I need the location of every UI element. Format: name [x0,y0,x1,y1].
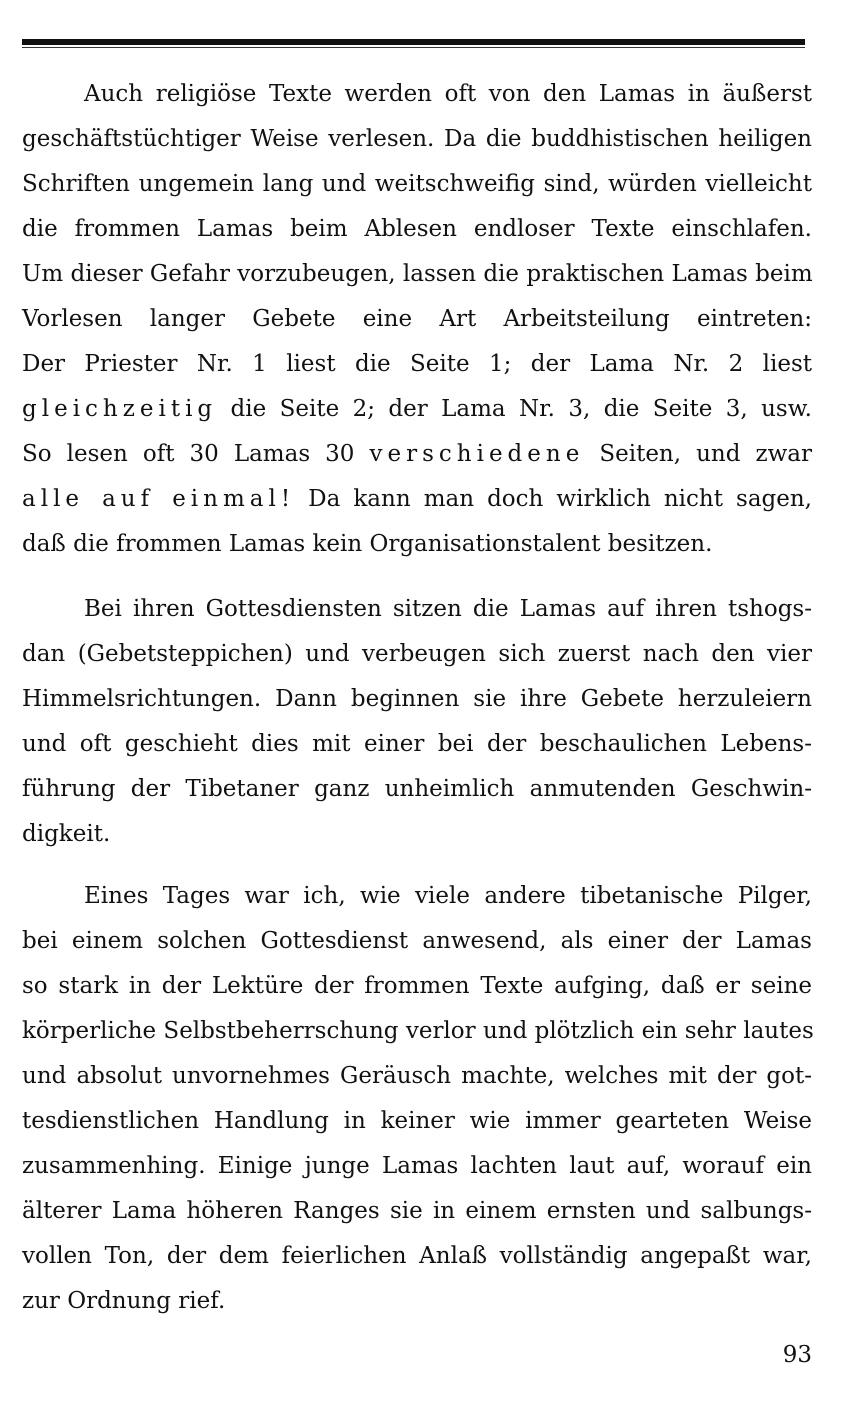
text-segment: die Seite 2; der Lama Nr. 3, die Seite 3, usw. [217,396,812,422]
text-segment: Der Priester Nr. 1 liest die Seite 1; der Lama Nr. 2 liest [22,351,812,377]
text-segment: Vorlesen langer Gebete eine Art Arbeitsteilung eintreten: [22,306,812,332]
text-line [22,252,812,297]
page-number: 93 [782,1342,812,1368]
text-segment: Bei ihren Gottesdiensten sitzen die Lamas auf ihren tshogs- [84,596,812,622]
paragraph-1 [22,72,812,567]
text-segment: daß die frommen Lamas kein Organisationstalent besitzen. [22,531,713,557]
text-line [22,1234,812,1279]
text-line [22,1189,812,1234]
text-line [22,812,812,857]
text-line [22,767,812,812]
text-segment: die frommen Lamas beim Ablesen endloser Texte einschlafen. [22,216,812,242]
text-segment: und absolut unvornehmes Geräusch machte, welches mit der got- [22,1063,812,1089]
text-segment: körperliche Selbstbeherrschung verlor und plötzlich ein sehr lautes [22,1018,814,1044]
text-line [22,387,812,432]
text-line [22,1279,812,1324]
text-line [22,207,812,252]
text-line [22,964,812,1009]
text-line [22,722,812,767]
text-line [22,1009,812,1054]
text-segment: führung der Tibetaner ganz unheimlich anmutenden Geschwin- [22,776,812,802]
text-segment: dan (Gebetsteppichen) und verbeugen sich zuerst nach den vier [22,641,812,667]
text-segment: Um dieser Gefahr vorzubeugen, lassen die praktischen Lamas beim [22,261,813,287]
text-line [22,522,812,567]
text-segment: So lesen oft 30 Lamas 30 [22,441,370,467]
text-line [22,72,812,117]
text-segment: älterer Lama höheren Ranges sie in einem ernsten und salbungs- [22,1198,812,1224]
text-segment: digkeit. [22,821,111,847]
text-segment: Auch religiöse Texte werden oft von den Lamas in äußerst [84,81,812,107]
text-segment: zur Ordnung rief. [22,1288,226,1314]
text-line [22,342,812,387]
header-rule [22,39,805,45]
text-segment: und oft geschieht dies mit einer bei der beschaulichen Lebens- [22,731,812,757]
text-segment: geschäftstüchtiger Weise verlesen. Da die buddhistischen heiligen [22,126,812,152]
text-segment: zusammenhing. Einige junge Lamas lachten laut auf, worauf ein [22,1153,812,1179]
text-segment: Eines Tages war ich, wie viele andere tibetanische Pilger, [84,883,812,909]
text-line [22,477,812,522]
text-segment: vollen Ton, der dem feierlichen Anlaß vollständig angepaßt war, [22,1243,812,1269]
text-line [22,677,812,722]
text-segment: Da kann man doch wirklich nicht sagen, [295,486,812,512]
text-line [22,162,812,207]
text-segment: bei einem solchen Gottesdienst anwesend, als einer der Lamas [22,928,812,954]
emphasized-text: verschiedene [369,441,585,467]
text-line [22,1054,812,1099]
text-line [22,874,812,919]
text-segment: so stark in der Lektüre der frommen Texte aufging, daß er seine [22,973,812,999]
text-line [22,919,812,964]
header-rule-thin [22,47,805,48]
paragraph-2 [22,587,812,857]
text-line [22,1144,812,1189]
text-segment: Himmelsrichtungen. Dann beginnen sie ihre Gebete herzuleiern [22,686,812,712]
emphasized-text: alle auf einmal! [22,486,296,512]
text-line [22,632,812,677]
text-line [22,117,812,162]
text-segment: Schriften ungemein lang und weitschweifig sind, würden vielleicht [22,171,812,197]
text-line [22,297,812,342]
text-line [22,432,812,477]
emphasized-text: gleichzeitig [22,396,218,422]
text-segment: tesdienstlichen Handlung in keiner wie immer gearteten Weise [22,1108,812,1134]
text-line [22,587,812,632]
paragraph-3 [22,874,812,1324]
text-line [22,1099,812,1144]
text-segment: Seiten, und zwar [584,441,812,467]
